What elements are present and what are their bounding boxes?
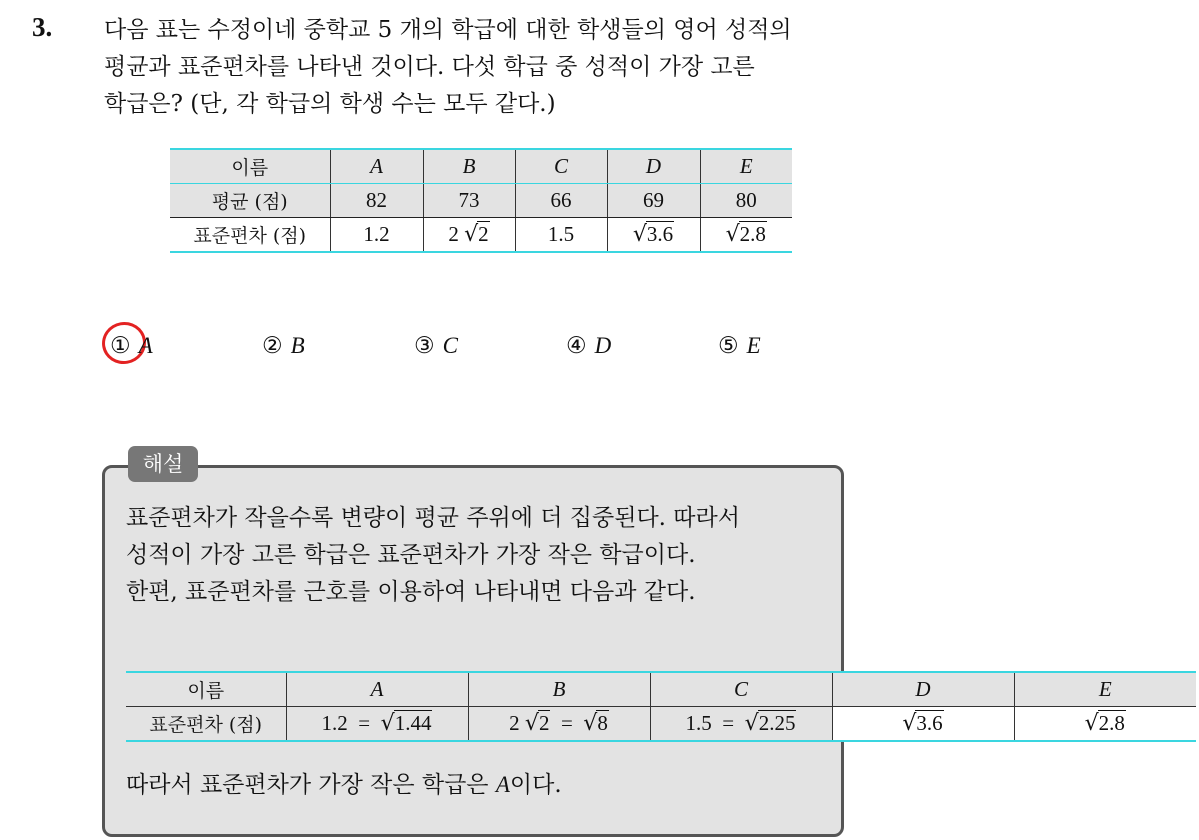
name-row [126, 672, 1196, 707]
class-name-cell: B [423, 149, 515, 184]
explanation-line: 표준편차가 작을수록 변량이 평균 주위에 더 집중된다. 따라서 [126, 505, 740, 531]
class-name-cell: D [832, 672, 1014, 707]
class-name-cell: A [286, 672, 468, 707]
std-dev-cell [1014, 707, 1196, 742]
std-dev-cell: 1.2 = √1.44 [286, 707, 468, 742]
explanation-text [126, 500, 846, 611]
explanation-line: 한편, 표준편차를 근호를 이용하여 나타내면 다음과 같다. [126, 579, 696, 605]
sqrt-expression: √3.6 [632, 222, 674, 247]
class-name-cell: E [1014, 672, 1196, 707]
mean-cell: 82 [330, 184, 423, 218]
mean-cell: 69 [607, 184, 700, 218]
question-number: 3. [32, 12, 53, 42]
class-name-cell: A [330, 149, 423, 184]
sqrt-expression: √2.25 [744, 711, 796, 736]
question-line: 학급은? (단, 각 학급의 학생 수는 모두 같다.) [104, 91, 556, 117]
row-label-name: 이름 [126, 672, 286, 707]
std-dev-cell: 1.5 = √2.25 [650, 707, 832, 742]
class-name-cell: E [700, 149, 792, 184]
sqrt-expression: √2 [464, 222, 489, 247]
choice-2[interactable]: ② B [262, 333, 305, 358]
std-dev-radical-table [126, 671, 1196, 742]
std-dev-row [126, 707, 1196, 742]
question-line: 평균과 표준편차를 나타낸 것이다. 다섯 학급 중 성적이 가장 고른 [104, 54, 755, 80]
sqrt-expression: √8 [583, 711, 608, 736]
std-dev-cell [700, 218, 792, 253]
class-name-cell: C [515, 149, 607, 184]
sqrt-expression: √2.8 [725, 222, 766, 247]
score-table [170, 148, 792, 253]
question-line: 다음 표는 수정이네 중학교 5 개의 학급에 대한 학생들의 영어 성적의 [104, 17, 792, 43]
sqrt-expression: √3.6 [902, 711, 943, 736]
std-dev-cell: 1.2 [330, 218, 423, 253]
class-name-cell: D [607, 149, 700, 184]
std-dev-cell: 1.5 [515, 218, 607, 253]
mean-cell: 80 [700, 184, 792, 218]
sqrt-expression: √2 [524, 711, 550, 736]
mean-cell: 73 [423, 184, 515, 218]
choice-1[interactable]: ① A [110, 333, 153, 358]
class-name-cell: B [468, 672, 650, 707]
std-dev-cell: 2 √2 [423, 218, 515, 253]
choice-5[interactable]: ⑤ E [718, 333, 761, 358]
sqrt-expression: √2.8 [1084, 711, 1125, 736]
choice-4[interactable]: ④ D [566, 333, 612, 358]
mean-row [170, 184, 792, 218]
std-dev-cell [832, 707, 1014, 742]
explanation-tag: 해설 [128, 446, 198, 482]
choice-3[interactable]: ③ C [414, 333, 458, 358]
std-dev-cell: 2 √2 = √8 [468, 707, 650, 742]
conclusion-text: 따라서 표준편차가 가장 작은 학급은 A이다. [126, 772, 562, 798]
row-label-name: 이름 [170, 149, 330, 184]
row-label-std-dev: 표준편차 (점) [126, 707, 286, 742]
row-label-mean: 평균 (점) [170, 184, 330, 218]
mean-cell: 66 [515, 184, 607, 218]
row-label-std-dev: 표준편차 (점) [170, 218, 330, 253]
class-name-cell: C [650, 672, 832, 707]
std-dev-row [170, 218, 792, 253]
name-row [170, 149, 792, 184]
explanation-line: 성적이 가장 고른 학급은 표준편차가 가장 작은 학급이다. [126, 542, 696, 568]
sqrt-expression: √1.44 [380, 711, 432, 736]
std-dev-cell [607, 218, 700, 253]
question-text [104, 12, 864, 123]
